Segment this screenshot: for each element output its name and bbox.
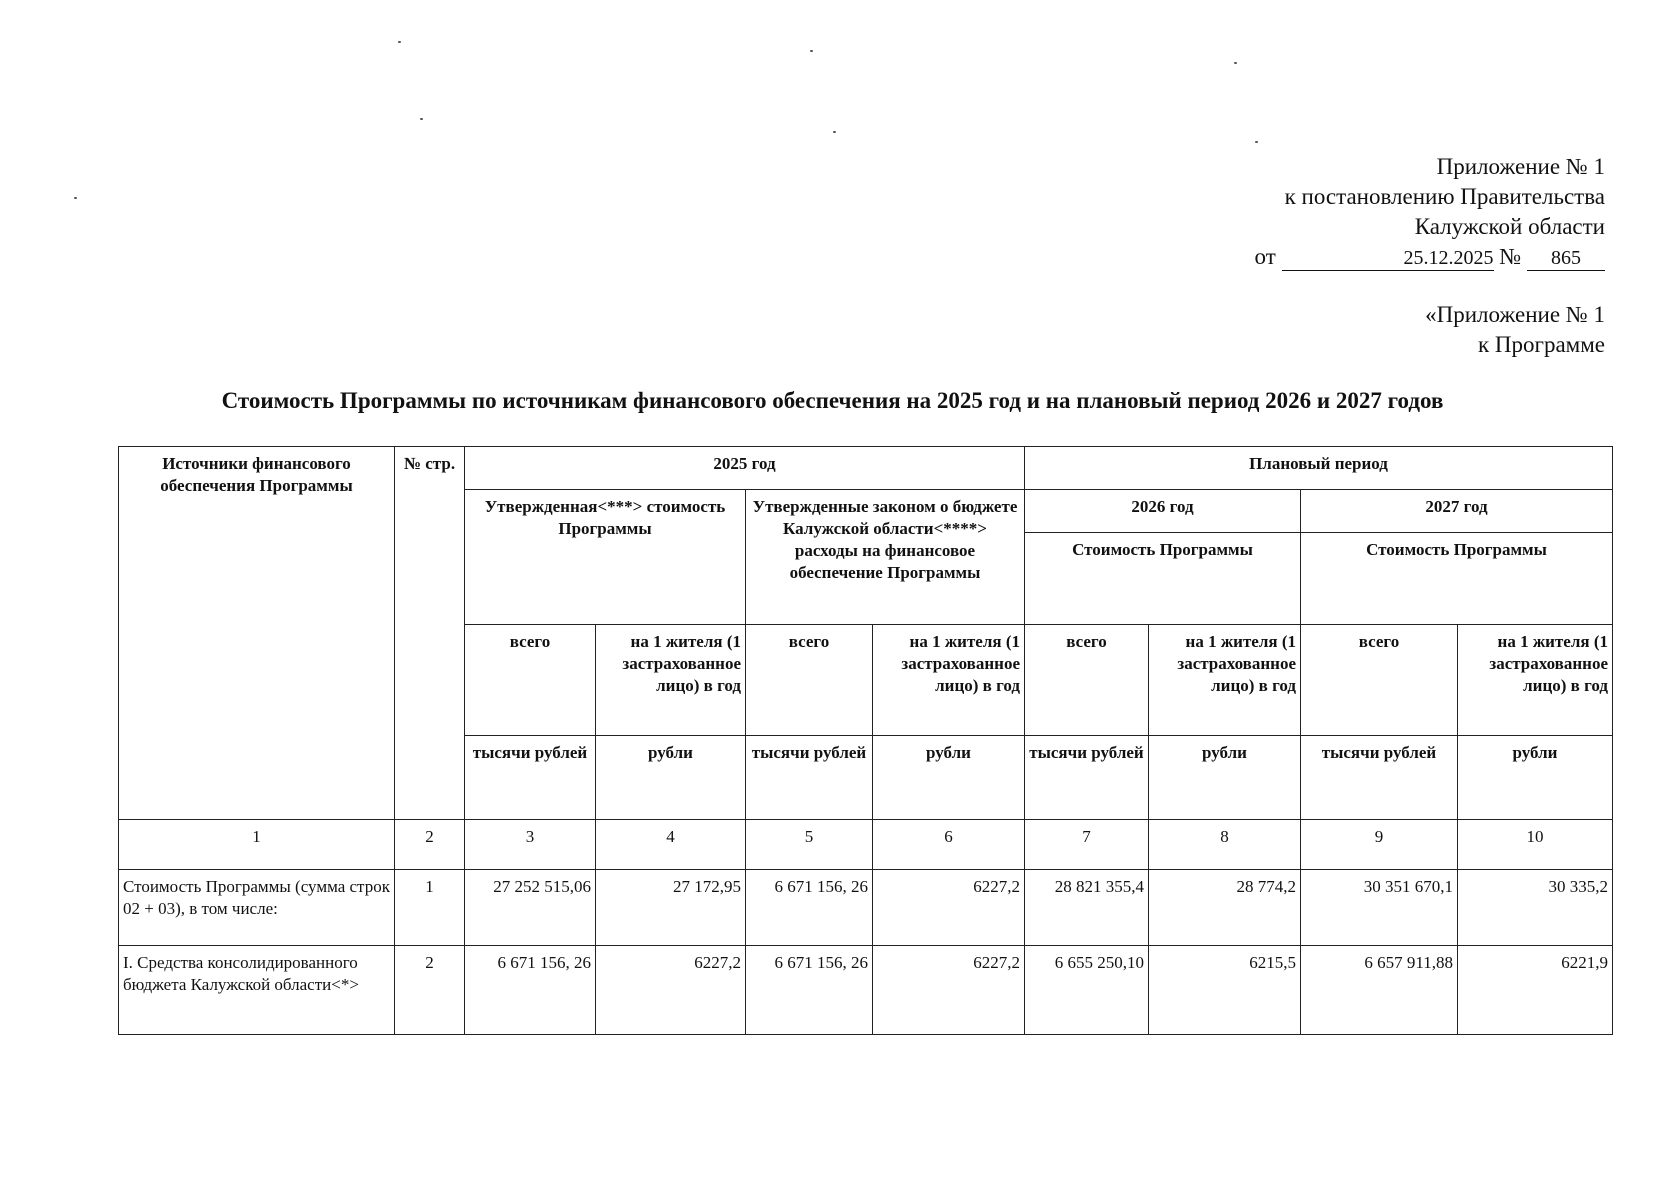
value-cell: 6227,2 xyxy=(873,946,1025,1035)
column-number: 9 xyxy=(1301,820,1458,870)
value-cell: 30 351 670,1 xyxy=(1301,870,1458,946)
annex-line-1: «Приложение № 1 xyxy=(1425,302,1605,327)
value-cell: 6215,5 xyxy=(1149,946,1301,1035)
header-program-cost-2027: Стоимость Программы xyxy=(1301,533,1613,625)
value-cell: 6 671 156, 26 xyxy=(746,946,873,1035)
value-cell: 30 335,2 xyxy=(1458,870,1613,946)
unit-thousand-rubles: тысячи рублей xyxy=(1025,736,1149,820)
subheader-total: всего xyxy=(1025,625,1149,736)
resolution-header xyxy=(1255,152,1605,272)
header-line-number: № стр. xyxy=(395,447,465,820)
column-number: 2 xyxy=(395,820,465,870)
header-approved-law: Утвержденные законом о бюджете Калужской области<****> расходы на финансовое обеспечение Программы xyxy=(746,490,1025,625)
table-row xyxy=(119,946,1613,1035)
resolution-date: 25.12.2025 xyxy=(1282,246,1494,271)
subheader-total: всего xyxy=(465,625,596,736)
header-approved-cost: Утвержденная<***> стоимость Программы xyxy=(465,490,746,625)
subheader-per-person: на 1 жителя (1 застрахованное лицо) в год xyxy=(1149,625,1301,736)
number-label: № xyxy=(1499,244,1522,269)
scan-speck xyxy=(398,41,401,43)
value-cell: 6 655 250,10 xyxy=(1025,946,1149,1035)
value-cell: 6 671 156, 26 xyxy=(746,870,873,946)
document-title: Стоимость Программы по источникам финансового обеспечения на 2025 год и на плановый период 2026 и 2027 годов xyxy=(221,388,1444,413)
header-line-1: Приложение № 1 xyxy=(1436,154,1605,179)
annex-header xyxy=(1425,300,1605,360)
row-line-number: 1 xyxy=(395,870,465,946)
financing-table xyxy=(118,446,1613,1035)
column-number: 3 xyxy=(465,820,596,870)
unit-thousand-rubles: тысячи рублей xyxy=(746,736,873,820)
column-number: 8 xyxy=(1149,820,1301,870)
unit-rubles: рубли xyxy=(1458,736,1613,820)
header-year-2026: 2026 год xyxy=(1025,490,1301,533)
row-line-number: 2 xyxy=(395,946,465,1035)
scan-speck xyxy=(420,118,423,120)
value-cell: 28 774,2 xyxy=(1149,870,1301,946)
scan-speck xyxy=(74,197,77,199)
header-year-2025: 2025 год xyxy=(465,447,1025,490)
unit-rubles: рубли xyxy=(1149,736,1301,820)
scan-speck xyxy=(810,50,813,52)
scan-speck xyxy=(1234,62,1237,64)
subheader-per-person: на 1 жителя (1 застрахованное лицо) в год xyxy=(1458,625,1613,736)
value-cell: 6 657 911,88 xyxy=(1301,946,1458,1035)
table-row xyxy=(119,870,1613,946)
resolution-number: 865 xyxy=(1527,246,1605,271)
scan-speck xyxy=(833,131,836,133)
subheader-total: всего xyxy=(1301,625,1458,736)
header-planned-period: Плановый период xyxy=(1025,447,1613,490)
column-number: 1 xyxy=(119,820,395,870)
header-line-3: Калужской области xyxy=(1414,214,1605,239)
column-number: 10 xyxy=(1458,820,1613,870)
value-cell: 6227,2 xyxy=(873,870,1025,946)
unit-rubles: рубли xyxy=(873,736,1025,820)
subheader-total: всего xyxy=(746,625,873,736)
column-number: 5 xyxy=(746,820,873,870)
unit-thousand-rubles: тысячи рублей xyxy=(465,736,596,820)
value-cell: 27 172,95 xyxy=(596,870,746,946)
value-cell: 28 821 355,4 xyxy=(1025,870,1149,946)
header-line-2: к постановлению Правительства xyxy=(1284,184,1605,209)
column-number: 4 xyxy=(596,820,746,870)
column-number: 6 xyxy=(873,820,1025,870)
row-label: I. Средства консолидированного бюджета Калужской области<*> xyxy=(119,946,395,1035)
unit-rubles: рубли xyxy=(596,736,746,820)
unit-thousand-rubles: тысячи рублей xyxy=(1301,736,1458,820)
date-prefix: от xyxy=(1254,244,1276,269)
header-year-2027: 2027 год xyxy=(1301,490,1613,533)
value-cell: 6221,9 xyxy=(1458,946,1613,1035)
scan-speck xyxy=(1255,141,1258,143)
row-label: Стоимость Программы (сумма строк 02 + 03), в том числе: xyxy=(119,870,395,946)
header-program-cost-2026: Стоимость Программы xyxy=(1025,533,1301,625)
header-date-line xyxy=(1255,242,1605,272)
annex-line-2: к Программе xyxy=(1478,332,1605,357)
column-number: 7 xyxy=(1025,820,1149,870)
value-cell: 6227,2 xyxy=(596,946,746,1035)
header-source: Источники финансового обеспечения Программы xyxy=(119,447,395,820)
value-cell: 27 252 515,06 xyxy=(465,870,596,946)
subheader-per-person: на 1 жителя (1 застрахованное лицо) в год xyxy=(873,625,1025,736)
subheader-per-person: на 1 жителя (1 застрахованное лицо) в год xyxy=(596,625,746,736)
value-cell: 6 671 156, 26 xyxy=(465,946,596,1035)
column-number-row xyxy=(119,820,1613,870)
